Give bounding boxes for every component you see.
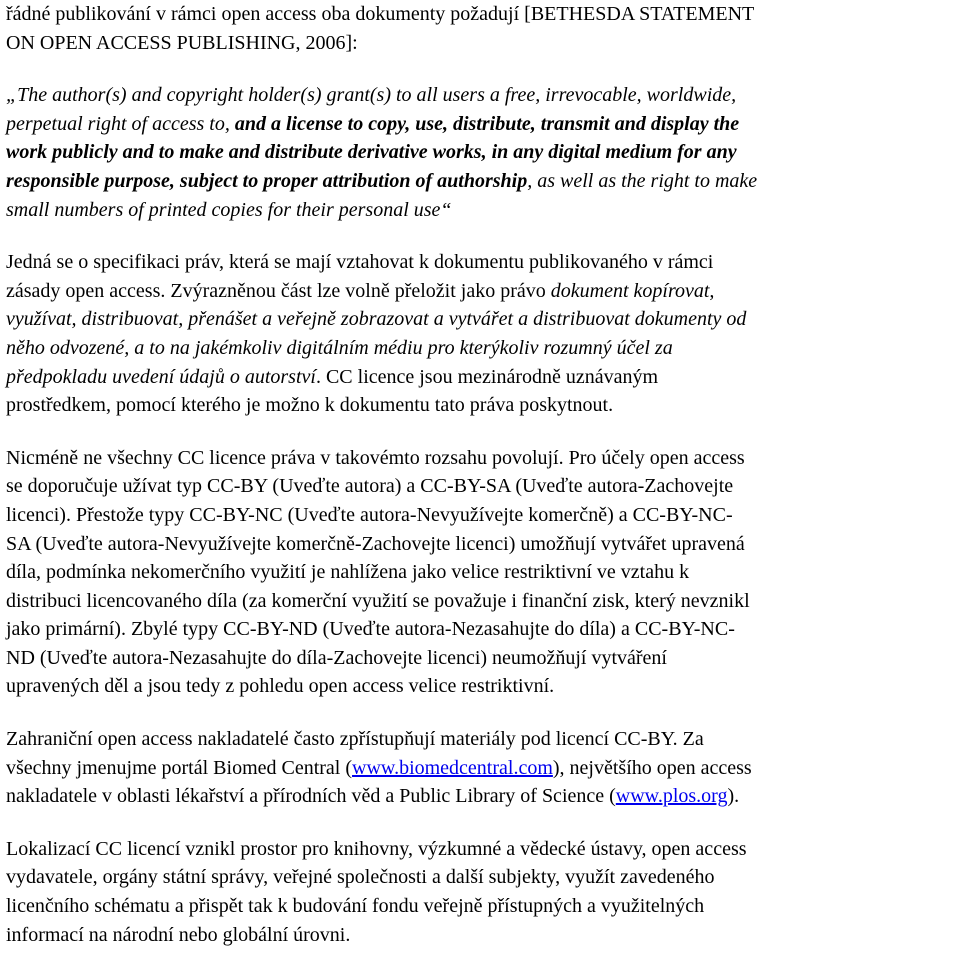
text-line: ON OPEN ACCESS PUBLISHING, 2006]: bbox=[6, 31, 358, 54]
bethesda-quote bbox=[6, 81, 956, 224]
plain-text: všechny jmenujme portál Biomed Central ( bbox=[6, 756, 353, 779]
text-line: Zahraniční open access nakladatelé často zpřístupňují materiály pod licencí CC-BY. Za bbox=[6, 728, 704, 751]
plos-link[interactable]: www.plos.org bbox=[615, 785, 728, 808]
text-line: informací na národní nebo globální úrovni. bbox=[6, 923, 351, 946]
text-line bbox=[6, 363, 956, 392]
text-line bbox=[6, 110, 956, 139]
paragraph-gap bbox=[6, 224, 956, 248]
text-line: prostředkem, pomocí kterého je možno k dokumentu tato práva poskytnout. bbox=[6, 394, 614, 417]
text-line: licenci). Přestože typy CC-BY-NC (Uveďte autora-Nevyužívejte komerčně) a CC-BY-NC- bbox=[6, 503, 733, 526]
quote-emphasis: responsible purpose, subject to proper attribution of authorship bbox=[6, 169, 528, 192]
text-line: licenčního schématu a přispět tak k budování fondu veřejně přístupných a využitelných bbox=[6, 895, 705, 918]
publishers-paragraph bbox=[6, 725, 956, 811]
text-line: Lokalizací CC licencí vznikl prostor pro knihovny, výzkumné a vědecké ústavy, open access bbox=[6, 837, 747, 860]
intro-paragraph bbox=[6, 0, 956, 57]
plain-text: ). bbox=[727, 785, 740, 808]
text-line: vydavatele, orgány státní správy, veřejné společnosti a další subjekty, využít zavedeného bbox=[6, 866, 715, 889]
text-line: se doporučuje užívat typ CC-BY (Uveďte autora) a CC-BY-SA (Uveďte autora-Zachovejte bbox=[6, 475, 734, 498]
text-line: SA (Uveďte autora-Nevyužívejte komerčně-Zachovejte licenci) umožňují vytvářet upravená bbox=[6, 532, 745, 555]
paragraph-gap bbox=[6, 701, 956, 725]
rights-specification-paragraph bbox=[6, 248, 956, 420]
text-line: Nicméně ne všechny CC licence práva v takovémto rozsahu povolují. Pro účely open access bbox=[6, 446, 745, 469]
quote-emphasis: and a license to copy, use, distribute, transmit and display the bbox=[234, 112, 740, 135]
text-line bbox=[6, 277, 956, 306]
text-line: něho odvozené, a to na jakémkoliv digitálním médiu pro kterýkoliv rozumný účel za bbox=[6, 336, 673, 359]
localization-paragraph bbox=[6, 835, 956, 949]
italic-text: předpokladu uvedení údajů o autorství bbox=[6, 365, 316, 388]
text-line: využívat, distribuovat, přenášet a veřejně zobrazovat a vytvářet a distribuovat dokumenty od bbox=[6, 308, 747, 331]
text-line: „The author(s) and copyright holder(s) grant(s) to all users a free, irrevocable, worldwide, bbox=[6, 84, 737, 107]
text-line: small numbers of printed copies for their personal use“ bbox=[6, 198, 452, 221]
text-line: upravených děl a jsou tedy z pohledu open access velice restriktivní. bbox=[6, 675, 555, 698]
paragraph-gap bbox=[6, 420, 956, 444]
text-line: work publicly and to make and distribute derivative works, in any digital medium for any bbox=[6, 141, 737, 164]
text-line bbox=[6, 754, 956, 783]
text-line bbox=[6, 167, 956, 196]
paragraph-gap bbox=[6, 57, 956, 81]
license-types-paragraph bbox=[6, 444, 956, 701]
text-line: díla, podmínka nekomerčního využití je nahlížena jako velice restriktivní ve vztahu k bbox=[6, 561, 690, 584]
text-line: distribuci licencovaného díla (za komerční využití se považuje i finanční zisk, který nevznikl bbox=[6, 589, 750, 612]
plain-text: zásady open access. Zvýrazněnou část lze volně přeložit jako právo bbox=[6, 279, 551, 302]
quote-text: , as well as the right to make bbox=[527, 169, 758, 192]
italic-text: dokument kopírovat, bbox=[550, 279, 715, 302]
text-line: ND (Uveďte autora-Nezasahujte do díla-Zachovejte licenci) neumožňují vytváření bbox=[6, 646, 667, 669]
biomed-central-link[interactable]: www.biomedcentral.com bbox=[352, 756, 553, 779]
quote-text: perpetual right of access to, bbox=[6, 112, 235, 135]
plain-text: nakladatele v oblasti lékařství a přírodních věd a Public Library of Science ( bbox=[6, 785, 616, 808]
text-line: Jedná se o specifikaci práv, která se mají vztahovat k dokumentu publikovaného v rámci bbox=[6, 251, 714, 274]
plain-text: ), největšího open access bbox=[552, 756, 752, 779]
text-line: řádné publikování v rámci open access oba dokumenty požadují [BETHESDA STATEMENT bbox=[6, 3, 755, 25]
paragraph-gap bbox=[6, 811, 956, 835]
plain-text: . CC licence jsou mezinárodně uznávaným bbox=[315, 365, 659, 388]
text-line bbox=[6, 782, 956, 811]
document-page bbox=[6, 0, 956, 949]
text-line: jako primární). Zbylé typy CC-BY-ND (Uveďte autora-Nezasahujte do díla) a CC-BY-NC- bbox=[6, 618, 735, 641]
